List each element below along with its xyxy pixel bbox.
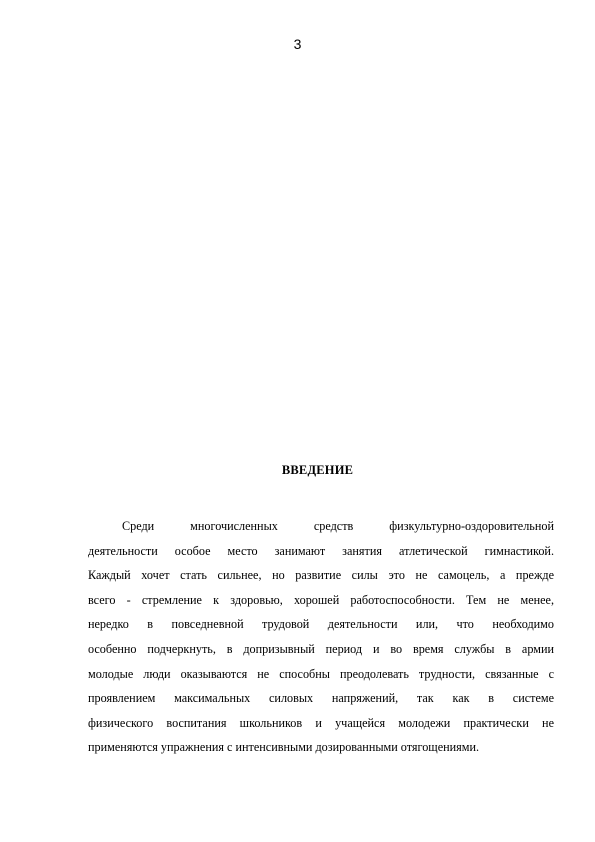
paragraph-line: проявлением максимальных силовых напряжений, так как в системе	[88, 691, 554, 706]
paragraph-line: деятельности особое место занимают занятия атлетической гимнастикой.	[88, 543, 554, 558]
paragraph-line: нередко в повседневной трудовой деятельности или, что необходимо	[88, 617, 554, 632]
introduction-paragraph	[88, 514, 554, 760]
paragraph-line: Среди многочисленных средств физкультурно-оздоровительной	[122, 519, 554, 533]
paragraph-line: особенно подчеркнуть, в допризывный период и во время службы в армии	[88, 641, 554, 656]
paragraph-line: физического воспитания школьников и учащейся молодежи практически не	[88, 715, 554, 730]
paragraph-line: молодые люди оказываются не способны преодолевать трудности, связанные с	[88, 666, 554, 681]
paragraph-line: всего - стремление к здоровью, хорошей работоспособности. Тем не менее,	[88, 592, 554, 607]
paragraph-line: Каждый хочет стать сильнее, но развитие силы это не самоцель, а прежде	[88, 568, 554, 583]
page-number: 3	[293, 36, 302, 52]
paragraph-line: применяются упражнения с интенсивными дозированными отягощениями.	[88, 740, 480, 755]
section-heading: ВВЕДЕНИЕ	[281, 463, 354, 477]
